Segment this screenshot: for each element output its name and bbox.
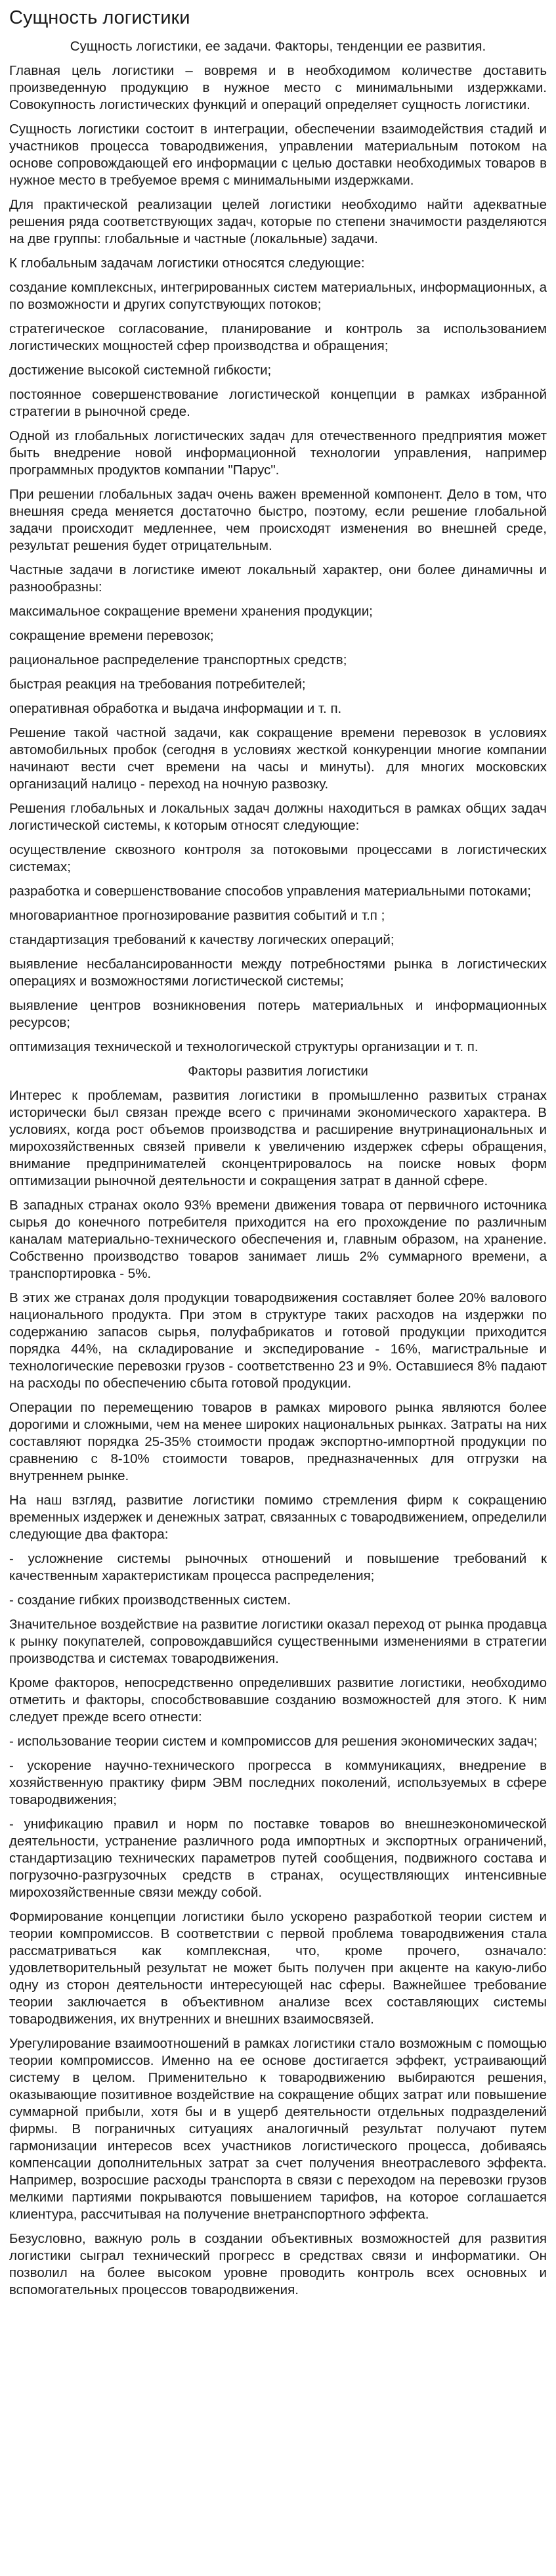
paragraph: Частные задачи в логистике имеют локальный характер, они более динамичны и разнообразны: <box>9 562 547 595</box>
paragraph: Безусловно, важную роль в создании объективных возможностей для развития логистики сыграл технический прогресс в средствах связи и информатики. Он позволил на более высоком уровне проводить контроль всех основных и вспомогательных процессов товародвижения. <box>9 2231 547 2297</box>
paragraph: На наш взгляд, развитие логистики помимо стремления фирм к сокращению временных издержек и денежных затрат, связанных с товародвижением, определили следующие два фактора: <box>9 1493 547 1542</box>
paragraph: - ускорение научно-технического прогресса в коммуникациях, внедрение в хозяйственную практику фирм ЭВМ последних поколений, используемых в сфере товародвижения; <box>9 1758 547 1807</box>
paragraph: выявление несбалансированности между потребностями рынка в логистических операциях и возможностями логистической системы; <box>9 957 547 989</box>
paragraph: создание комплексных, интегрированных систем материальных, информационных, а по возможности и других сопутствующих потоков; <box>9 280 547 312</box>
paragraph: В этих же странах доля продукции товародвижения составляет более 20% валового национального продукта. При этом в структуре таких расходов на издержки по содержанию запасов сырья, полуфабрикатов и готовой продукции приходится порядка 44%, на складирование и экспедирование - 16%, магистральные и технологические перевозки грузов - соответственно 23 и 9%. Оставшиеся 8% падают на расходы по обеспечению сбыта готовой продукции. <box>9 1290 547 1391</box>
paragraph: Формирование концепции логистики было ускорено разработкой теории систем и теории компромиссов. В соответствии с первой проблема товародвижения стала рассматриваться как комплексная, что, кроме прочего, означало: удовлетворительный результат не может быть получен при акценте на какую-либо одну из сторон деятельности интересующей нас сферы. Важнейшее требование теории заключается в объективном анализе всех составляющих системы товародвижения, их внутренних и внешних взаимосвязей. <box>9 1909 547 2027</box>
paragraph: - унификацию правил и норм по поставке товаров во внешнеэкономической деятельности, устранение различного рода импортных и экспортных ограничений, стандартизацию технических параметров путей сообщения, подвижного состава и погрузочно-разгрузочных средств в странах, осуществляющих интенсивные мирохозяйственные связи между собой. <box>9 1817 547 1900</box>
paragraph: Операции по перемещению товаров в рамках мирового рынка являются более дорогими и сложными, чем на менее широких национальных рынках. Затраты на них составляют порядка 25-35% стоимости продаж экспортно-импортной продукции по сравнению с 8-10% стоимости товаров, предназначенных для отгрузки на внутреннем рынке. <box>9 1400 547 1483</box>
paragraph: В западных странах около 93% времени движения товара от первичного источника сырья до конечного потребителя приходится на его прохождение по различным каналам материально-технического обеспечения и, главным образом, на хранение. Собственно производство товаров занимает лишь 2% суммарного времени, а транспортировка - 5%. <box>9 1198 547 1281</box>
paragraph: быстрая реакция на требования потребителей; <box>9 677 306 692</box>
paragraph: Для практической реализации целей логистики необходимо найти адекватные решения ряда соответствующих задач, которые по степени значимости разделяются на две группы: глобальные и частные (локальные) задачи. <box>9 197 547 246</box>
paragraph: осуществление сквозного контроля за потоковыми процессами в логистических системах; <box>9 842 547 874</box>
paragraph: Интерес к проблемам, развития логистики в промышленно развитых странах исторически был связан прежде всего с причинами экономического характера. В условиях, когда рост объемов производства и расширение внутринациональных и мирохозяйственных связей привели к увеличению издержек сферы обращения, внимание предпринимателей сконцентрировалось на поиске новых форм оптимизации рыночной деятельности и сокращения затрат в данной сфере. <box>9 1088 547 1188</box>
paragraph: постоянное совершенствование логистической концепции в рамках избранной стратегии в рыночной среде. <box>9 387 547 419</box>
section-heading: Факторы развития логистики <box>188 1064 368 1079</box>
paragraph: сокращение времени перевозок; <box>9 628 214 643</box>
paragraph: Кроме факторов, непосредственно определивших развитие логистики, необходимо отметить и факторы, способствовавшие созданию возможностей для этого. К ним следует прежде всего отнести: <box>9 1675 547 1725</box>
paragraph: многовариантное прогнозирование развития событий и т.п ; <box>9 908 385 923</box>
paragraph: стратегическое согласование, планирование и контроль за использованием логистических мощностей сфер производства и обращения; <box>9 321 547 353</box>
paragraph: Решение такой частной задачи, как сокращение времени перевозок в условиях автомобильных пробок (сегодня в условиях жесткой конкуренции многие компании начинают вести счет времени на часы и минуты). для многих московских организаций налицо - переход на ночную развозку. <box>9 725 547 792</box>
paragraph: максимальное сокращение времени хранения продукции; <box>9 604 373 619</box>
paragraph: рациональное распределение транспортных средств; <box>9 652 347 667</box>
paragraph: Значительное воздействие на развитие логистики оказал переход от рынка продавца к рынку покупателей, сопровождавшийся существенными изменениями в стратегии производства и системах товародвижения. <box>9 1617 547 1666</box>
paragraph: разработка и совершенствование способов управления материальными потоками; <box>9 884 531 899</box>
document-body <box>9 38 547 2299</box>
paragraph: При решении глобальных задач очень важен временной компонент. Дело в том, что внешняя среда меняется достаточно быстро, поэтому, если решение глобальной задачи происходит медленнее, чем происходят изменения во внешней среде, результат решения будет отрицательным. <box>9 487 547 553</box>
paragraph: - использование теории систем и компромиссов для решения экономических задач; <box>9 1734 538 1749</box>
paragraph: Решения глобальных и локальных задач должны находиться в рамках общих задач логистической системы, к которым относят следующие: <box>9 801 547 833</box>
paragraph: оптимизация технической и технологической структуры организации и т. п. <box>9 1039 479 1054</box>
paragraph: оперативная обработка и выдача информации и т. п. <box>9 701 342 716</box>
paragraph: выявление центров возникновения потерь материальных и информационных ресурсов; <box>9 998 547 1030</box>
paragraph: Одной из глобальных логистических задач для отечественного предприятия может быть внедрение новой информационной технологии управления, например программных продуктов компании "Парус". <box>9 428 547 478</box>
paragraph: стандартизация требований к качеству логических операций; <box>9 932 395 947</box>
paragraph: Сущность логистики состоит в интеграции, обеспечении взаимодействия стадий и участников процесса товародвижения, управлении материальным потоком на основе сопровождающей его информации с целью доставки необходимых товаров в нужное место в требуемое время с минимальными издержками. <box>9 122 547 188</box>
paragraph: Урегулирование взаимоотношений в рамках логистики стало возможным с помощью теории компромиссов. Именно на ее основе достигается эффект, устраивающий систему в целом. Применительно к товародвижению выбираются решения, оказывающие позитивное воздействие на сокращение общих затрат или повышение суммарной прибыли, хотя бы и в ущерб деятельности отдельных подразделений фирмы. В пограничных ситуациях аналогичный результат получают путем гармонизации интересов всех участников логистического процесса, добиваясь компенсации дополнительных затрат за счет получения внеотраслевого эффекта. Например, возросшие расходы транспорта в связи с переходом на перевозки грузов мелкими партиями покрываются повышением тарифов, на которое соглашается клиентура, рассчитывая на получение внетранспортного эффекта. <box>9 2036 547 2222</box>
paragraph: - усложнение системы рыночных отношений и повышение требований к качественным характеристикам процесса распределения; <box>9 1551 547 1583</box>
section-heading: Сущность логистики, ее задачи. Факторы, тенденции ее развития. <box>70 39 486 54</box>
document-title: Сущность логистики <box>9 7 190 28</box>
paragraph: К глобальным задачам логистики относятся следующие: <box>9 256 365 271</box>
paragraph: достижение высокой системной гибкости; <box>9 363 272 378</box>
paragraph: Главная цель логистики – вовремя и в необходимом количестве доставить произведенную продукцию в нужное место с минимальными издержками. Совокупность логистических функций и операций определяет сущность логистики. <box>9 63 547 112</box>
paragraph: - создание гибких производственных систем. <box>9 1593 291 1608</box>
